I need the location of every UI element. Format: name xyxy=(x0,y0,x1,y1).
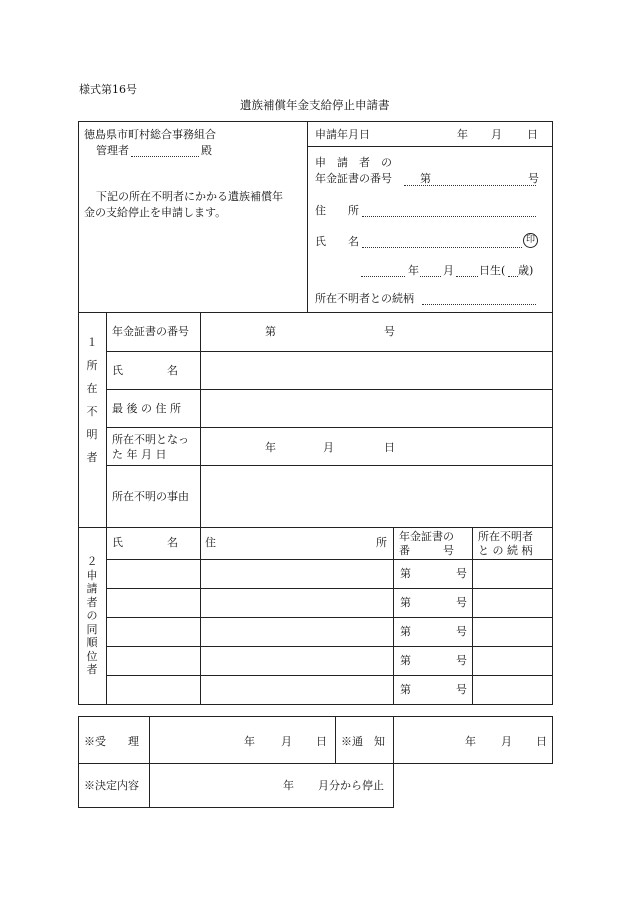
col-relation-2: と の 続 柄 xyxy=(478,544,533,557)
col-relation-1: 所在不明者 xyxy=(478,530,533,543)
applicant-cert-go: 号 xyxy=(528,172,539,185)
receipt-day: 日 xyxy=(316,735,327,748)
section1-heading: １所在不明者 xyxy=(86,336,98,464)
notice-day: 日 xyxy=(536,735,547,748)
row2-go: 号 xyxy=(456,596,467,609)
decision-year: 年 xyxy=(283,779,294,792)
applicant-address-label: 住 所 xyxy=(315,204,359,217)
receipt-month: 月 xyxy=(281,735,292,748)
missing-date-year: 年 xyxy=(265,441,276,454)
row5-go: 号 xyxy=(456,683,467,696)
last-address-label: 最 後 の 住 所 xyxy=(112,402,181,415)
row1-go: 号 xyxy=(456,567,467,580)
notice-year: 年 xyxy=(465,735,476,748)
notice-month: 月 xyxy=(501,735,512,748)
col-address-1: 住 xyxy=(205,536,216,549)
missing-date-label-2: た 年 月 日 xyxy=(112,448,167,461)
birth-year: 年 xyxy=(408,264,419,277)
row1-dai: 第 xyxy=(400,567,411,580)
addressee-org: 徳島県市町村総合事務組合 xyxy=(84,128,216,141)
decision-text: 月分から停止 xyxy=(318,779,384,792)
row5-dai: 第 xyxy=(400,683,411,696)
row4-dai: 第 xyxy=(400,654,411,667)
birth-month: 月 xyxy=(443,264,454,277)
missing-date-month: 月 xyxy=(323,441,334,454)
receipt-year: 年 xyxy=(244,735,255,748)
missing-reason-label: 所在不明の事由 xyxy=(112,490,189,503)
col-cert-2: 番 号 xyxy=(399,544,454,557)
decision-label: ※決定内容 xyxy=(84,779,139,792)
missing-date-label-1: 所在不明となっ xyxy=(112,433,189,446)
missing-cert-label: 年金証書の番号 xyxy=(112,325,189,338)
applicant-cert-dai: 第 xyxy=(420,172,431,185)
age-label: 歳) xyxy=(518,264,534,277)
apply-date-label: 申請年月日 xyxy=(315,128,370,141)
receipt-label: ※受 理 xyxy=(84,735,139,748)
missing-name-label: 氏 名 xyxy=(112,364,178,377)
request-text-line2: 金の支給停止を申請します。 xyxy=(84,206,227,219)
form-title: 遺族補償年金支給停止申請書 xyxy=(240,98,390,112)
notice-label: ※通 知 xyxy=(341,735,385,748)
missing-cert-go: 号 xyxy=(384,325,395,338)
seal-mark: 印 xyxy=(523,233,538,248)
applicant-cert-label-1: 申 請 者 の xyxy=(315,156,392,169)
apply-date-month: 月 xyxy=(491,128,502,141)
row4-go: 号 xyxy=(456,654,467,667)
relation-label: 所在不明者との続柄 xyxy=(315,292,414,305)
missing-date-day: 日 xyxy=(384,441,395,454)
missing-cert-dai: 第 xyxy=(265,325,276,338)
col-name: 氏 名 xyxy=(112,536,178,549)
form-number: 様式第16号 xyxy=(79,83,137,96)
manager-label: 管理者 xyxy=(96,144,129,157)
applicant-name-label: 氏 名 xyxy=(315,235,359,248)
row2-dai: 第 xyxy=(400,596,411,609)
col-address-2: 所 xyxy=(376,536,387,549)
section2-heading: ２申請者の同順位者 xyxy=(86,555,98,676)
apply-date-year: 年 xyxy=(457,128,468,141)
row3-dai: 第 xyxy=(400,625,411,638)
col-cert-1: 年金証書の xyxy=(399,530,454,543)
birth-day: 日生( xyxy=(479,264,506,277)
dono-label: 殿 xyxy=(201,144,212,157)
request-text-line1: 下記の所在不明者にかかる遺族補償年 xyxy=(96,190,283,203)
applicant-cert-label-2: 年金証書の番号 xyxy=(315,172,392,185)
apply-date-day: 日 xyxy=(527,128,538,141)
row3-go: 号 xyxy=(456,625,467,638)
